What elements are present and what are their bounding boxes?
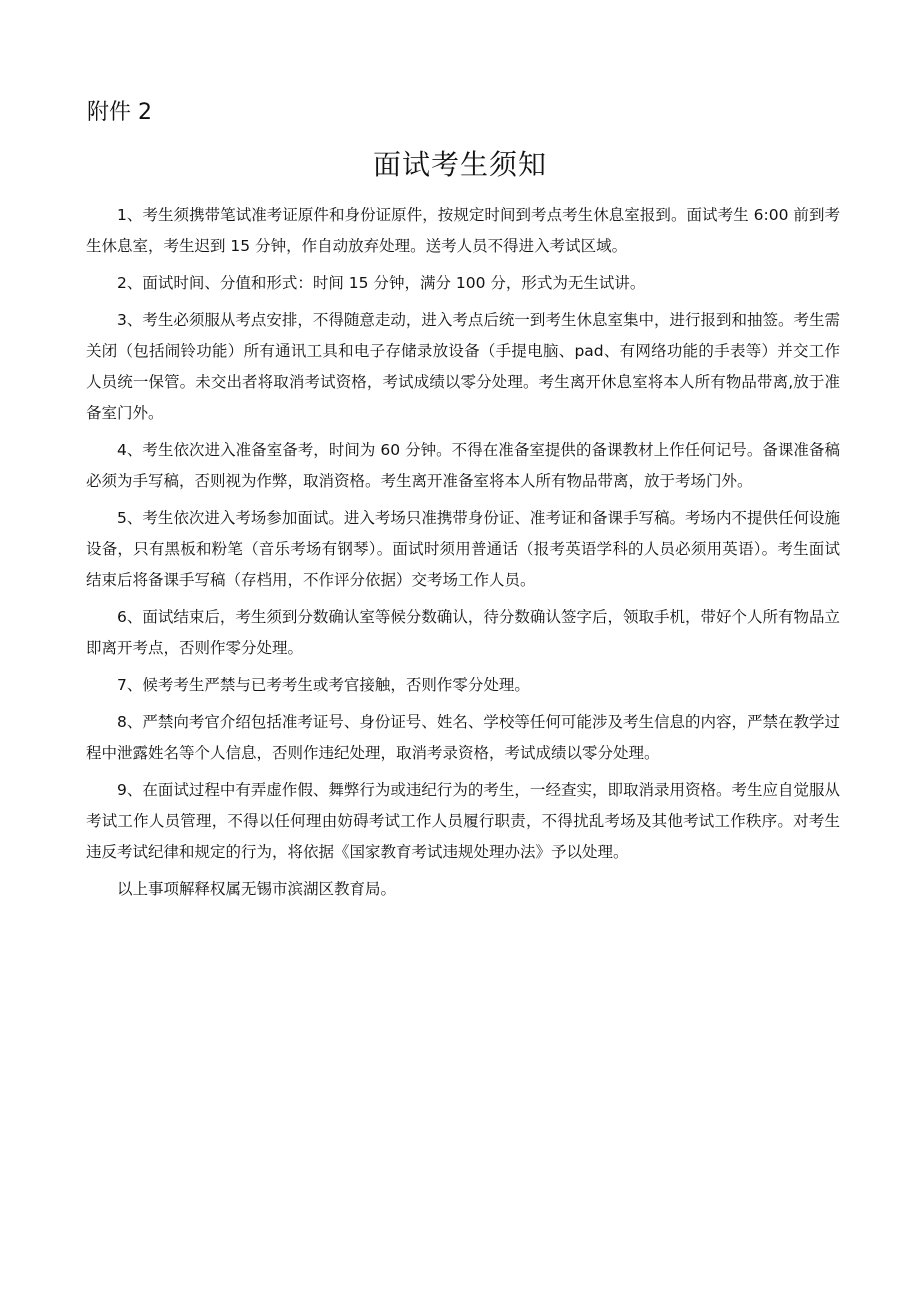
paragraph-9: 9、在面试过程中有弄虚作假、舞弊行为或违纪行为的考生，一经查实，即取消录用资格。考生应自觉服从考试工作人员管理，不得以任何理由妨碍考试工作人员履行职责，不得扰乱考场及其他考试工作秩序。对考生违反考试纪律和规定的行为，将依据《国家教育考试违规处理办法》予以处理。 xyxy=(86,781,840,861)
paragraph-7: 7、候考考生严禁与已考考生或考官接触，否则作零分处理。 xyxy=(117,676,530,694)
attachment-label: 附件 2 xyxy=(87,100,152,125)
document-title: 面试考生须知 xyxy=(372,148,547,181)
paragraph-6: 6、面试结束后，考生须到分数确认室等候分数确认，待分数确认签字后，领取手机，带好个人所有物品立即离开考点，否则作零分处理。 xyxy=(86,608,840,657)
paragraph-4: 4、考生依次进入准备室备考，时间为 60 分钟。不得在准备室提供的备课教材上作任何记号。备课准备稿必须为手写稿，否则视为作弊，取消资格。考生离开准备室将本人所有物品带离，放于考场门外。 xyxy=(86,441,840,490)
paragraph-3: 3、考生必须服从考点安排，不得随意走动，进入考点后统一到考生休息室集中，进行报到和抽签。考生需关闭（包括闹铃功能）所有通讯工具和电子存储录放设备（手提电脑、pad、有网络功能的手表等）并交工作人员统一保管。未交出者将取消考试资格，考试成绩以零分处理。考生离开休息室将本人所有物品带离,放于准备室门外。 xyxy=(86,311,840,422)
paragraph-2: 2、面试时间、分值和形式：时间 15 分钟，满分 100 分，形式为无生试讲。 xyxy=(117,274,646,292)
closing-statement: 以上事项解释权属无锡市滨湖区教育局。 xyxy=(117,880,397,898)
document-body xyxy=(86,200,840,911)
paragraph-1: 1、考生须携带笔试准考证原件和身份证原件，按规定时间到考点考生休息室报到。面试考生 6:00 前到考生休息室，考生迟到 15 分钟，作自动放弃处理。送考人员不得进入考试区域。 xyxy=(86,206,840,255)
paragraph-8: 8、严禁向考官介绍包括准考证号、身份证号、姓名、学校等任何可能涉及考生信息的内容，严禁在教学过程中泄露姓名等个人信息，否则作违纪处理，取消考录资格，考试成绩以零分处理。 xyxy=(86,713,840,762)
paragraph-5: 5、考生依次进入考场参加面试。进入考场只准携带身份证、准考证和备课手写稿。考场内不提供任何设施设备，只有黑板和粉笔（音乐考场有钢琴）。面试时须用普通话（报考英语学科的人员必须用英语）。考生面试结束后将备课手写稿（存档用，不作评分依据）交考场工作人员。 xyxy=(86,509,840,589)
